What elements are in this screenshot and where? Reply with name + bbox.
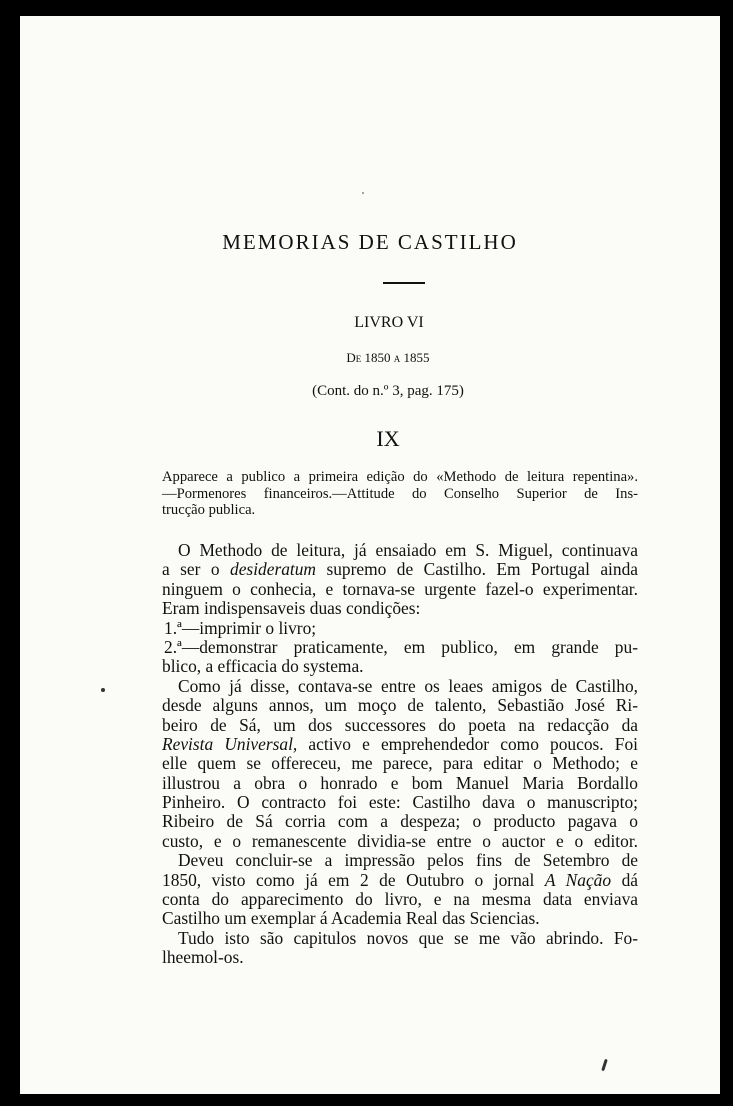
body-line xyxy=(162,735,638,754)
body-line: blico, a efficacia do systema. xyxy=(162,657,364,677)
paper-speck xyxy=(101,688,105,692)
body-line: illustrou a obra o honrado e bom Manuel Maria Bordallo xyxy=(162,773,638,793)
body-line: desde alguns annos, um moço de talento, Sebastião José Ri- xyxy=(162,696,638,716)
continuation-note: (Cont. do n.º 3, pag. 175) xyxy=(312,383,464,399)
body-line: conta do apparecimento do livro, e na mesma data enviava xyxy=(162,890,638,910)
title-rule xyxy=(383,282,425,284)
book-heading: LIVRO VI xyxy=(354,314,424,331)
body-line: Castilho um exemplar á Academia Real das Sciencias. xyxy=(162,909,540,929)
italic-term: desideratum xyxy=(230,560,316,580)
body-text xyxy=(162,541,638,968)
body-line: O Methodo de leitura, já ensaiado em S. Miguel, continuava xyxy=(178,541,638,560)
body-line: lheemol-os. xyxy=(162,948,244,968)
body-line: custo, e o remanescente dividia-se entre o auctor e o editor. xyxy=(162,831,638,851)
body-line xyxy=(162,871,638,890)
summary-line: —Pormenores financeiros.—Attitude do Conselho Superior de Ins- xyxy=(162,485,638,502)
date-range: De 1850 a 1855 xyxy=(346,350,430,365)
body-text-run: dá xyxy=(611,870,638,890)
body-text-run: supremo de Castilho. Em Portugal ainda xyxy=(316,560,638,580)
body-text-run: a ser o xyxy=(162,560,231,580)
body-line: 2.ª—demonstrar praticamente, em publico, em grande pu- xyxy=(164,637,638,657)
book-page xyxy=(20,16,720,1094)
body-line: elle quem se offereceu, me parece, para editar o Methodo; e xyxy=(162,754,638,774)
chapter-number: IX xyxy=(376,426,400,451)
body-line: Ribeiro de Sá corria com a despeza; o producto pagava o xyxy=(162,812,638,832)
body-text-run: activo e emprehendedor como poucos. Foi xyxy=(297,734,638,754)
body-line: Pinheiro. O contracto foi este: Castilho dava o manuscripto; xyxy=(162,793,638,813)
body-line: Como já disse, contava-se entre os leaes amigos de Castilho, xyxy=(178,676,638,696)
italic-title: Revista Universal, xyxy=(162,734,298,754)
body-line: beiro de Sá, um dos successores do poeta na redacção da xyxy=(162,715,638,735)
paper-speck xyxy=(362,192,364,194)
body-line: Eram indispensaveis duas condições: xyxy=(162,599,421,619)
italic-title: A Nação xyxy=(544,870,612,890)
body-line: Tudo isto são capitulos novos que se me vão abrindo. Fo- xyxy=(178,928,638,948)
body-line: ninguem o conhecia, e tornava-se urgente fazel-o experimentar. xyxy=(162,579,638,599)
body-line: 1.ª—imprimir o livro; xyxy=(164,618,317,638)
running-title: MEMORIAS DE CASTILHO xyxy=(222,230,518,254)
summary-line: trucção publica. xyxy=(162,502,256,518)
body-line xyxy=(162,560,638,579)
body-line: Deveu concluir-se a impressão pelos fins de Setembro de xyxy=(178,851,638,871)
paper-speck xyxy=(601,1059,608,1071)
chapter-summary xyxy=(162,469,638,519)
summary-line: Apparece a publico a primeira edição do «Methodo de leitura repentina». xyxy=(162,469,638,485)
body-text-run: 1850, visto como já em 2 de Outubro o jornal xyxy=(162,870,545,890)
